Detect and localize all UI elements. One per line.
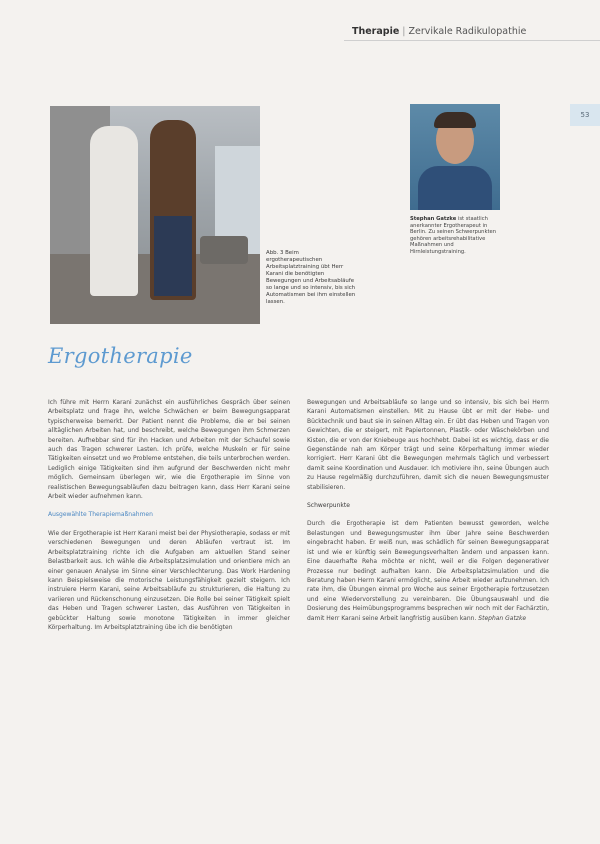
header-category: Therapie: [352, 26, 400, 37]
portrait-hair: [434, 112, 476, 128]
page-number-tab: [570, 104, 600, 126]
right-paragraph-2: [307, 519, 549, 622]
section-title: Ergotherapie: [48, 344, 193, 368]
right-paragraph-1: Bewegungen und Arbeitsabläufe so lange und so intensiv, bis sich bei Herrn Karani Automatismen einstellen. Mit zu Hause übt er mit der Hebe- und Bücktechnik und baut sie in seinen Alltag ein. Er übt das Heben und Tragen von Gewichten, die er steigert, mit Papiertonnen, Plastik- oder Wäschekörben und Kisten, die er von der Kniebeuge aus hochhebt. Dabei ist es wichtig, dass er die Gegenstände nah am Körper trägt und seine Körperhaltung immer wieder korrigiert. Herr Karani übt die Bewegungen mehrmals täglich und verbessert damit seine Koordination und Ausdauer. Ich motiviere ihn, seine Übungen auch zu Hause regelmäßig durchzuführen, damit sich die neuen Bewegungsmuster stabilisieren.: [307, 399, 549, 491]
left-paragraph-1: Ich führe mit Herrn Karani zunächst ein ausführliches Gespräch über seinen Arbeitsplatz und frage ihn, welche Schwächen er beim Bewegungsapparat typischerweise bemerkt. Der Patient nennt die Probleme, die er bei seinen alltäglichen Arbeiten hat, und beschreibt, welche Bewegungen ihm Schmerzen bereiten. Aufhebbar sind für ihn Hacken und Arbeiten mit der Schaufel sowie auch das Tragen schwerer Lasten. Ich prüfe, welche Muskeln er für seine Tätigkeiten einsetzt und wo Probleme entstehen, die teils unterbrochen werden. Lediglich einige Tätigkeiten sind ihm aufgrund der Beschwerden nicht mehr möglich. Gemeinsam überlegen wir, wie die Ergotherapie im Sinne von realistischen Bewegungsabläufen dazu beitragen kann, dass Herr Karani seine Arbeit wieder aufnehmen kann.: [48, 399, 290, 501]
author-portrait: [410, 104, 500, 210]
photo-patient-legs: [154, 216, 192, 296]
right-column: [307, 398, 549, 632]
right-paragraph-2-text: Durch die Ergotherapie ist dem Patienten bewusst geworden, welche Belastungen und Bewegungsmuster ihm über Jahre seine Beschwerden eingebracht haben. Er weiß nun, was schädlich für seinen Bewegungsapparat ist und wie er künftig sein Bewegungsverhalten ändern und anpassen kann. Eine dauerhafte Reha möchte er nicht, weil er die Folgen degenerativer Prozesse nur bedingt aufhalten kann. Die Arbeitsplatzsimulation und die Beratung haben Herrn Karani ermöglicht, seine Arbeit wieder aufzunehmen. Ich rate ihm, die Übungen einmal pro Woche aus seiner Ergotherapie fortzusetzen und eine Wiedervorstellung zu vereinbaren. Die Übungsauswahl und die Dosierung des Heimübungsprogramms besprechen wir noch mit der Fachärztin, damit Herr Karani seine Arbeit langfristig ausüben kann.: [307, 520, 549, 622]
running-header: [352, 26, 552, 37]
right-subheading: Schwerpunkte: [307, 502, 350, 510]
header-topic: Zervikale Radikulopathie: [408, 26, 527, 37]
page-number: 53: [580, 111, 590, 119]
author-name: Stephan Gatzke: [410, 216, 457, 222]
figure-caption: Abb. 3 Beim ergotherapeutischen Arbeitsplatztraining übt Herr Karani die benötigten Bewegungen und Arbeitsabläufe so lange und so intensiv, bis sich Automatismen bei ihm einstellen lassen.: [266, 250, 356, 305]
article-signature: Stephan Gatzke: [478, 614, 527, 622]
left-paragraph-2: Wie der Ergotherapie ist Herr Karani meist bei der Physiotherapie, sodass er mit verschiedenen Bewegungen und deren Abläufen vertraut ist. Im Arbeitsplatztraining richte ich die Aufgaben am aktuellen Stand seiner Belastbarkeit aus. Ich wähle die Arbeitsplatzsimulation und orientiere mich an einer genauen Analyse im Sinne einer Verschlechterung. Das Work Hardening kann Beispielsweise die motorische Leistungsfähigkeit gezielt steigern. Ich instruiere Herrn Karani, seine Arbeitsabläufe zu strukturieren, die Haltung zu variieren und Rückenschonung einzusetzen. Die Rolle bei seiner Tätigkeit spielt das Heben und Tragen schwerer Lasten, das Ausführen von Tätigkeiten in gebückter Haltung sowie monotone Tätigkeiten in immer gleicher Körperhaltung. Im Arbeitsplatztraining übe ich die benötigten: [48, 529, 290, 631]
left-subheading: Ausgewählte Therapiemaßnahmen: [48, 511, 153, 519]
author-bio-text: ist staatlich anerkannter Ergotherapeut in Berlin. Zu seinen Schwerpunkten gehören arbeitsrehabilitative Maßnahmen und Hirnleistungstraining.: [410, 216, 496, 255]
photo-wheelbarrow: [200, 236, 248, 264]
photo-therapist: [90, 126, 138, 296]
header-rule: [344, 40, 600, 41]
therapy-photo: [50, 106, 260, 324]
header-separator: |: [402, 26, 406, 37]
left-column: [48, 398, 290, 641]
author-bio: [410, 216, 504, 256]
portrait-shirt: [418, 166, 492, 210]
